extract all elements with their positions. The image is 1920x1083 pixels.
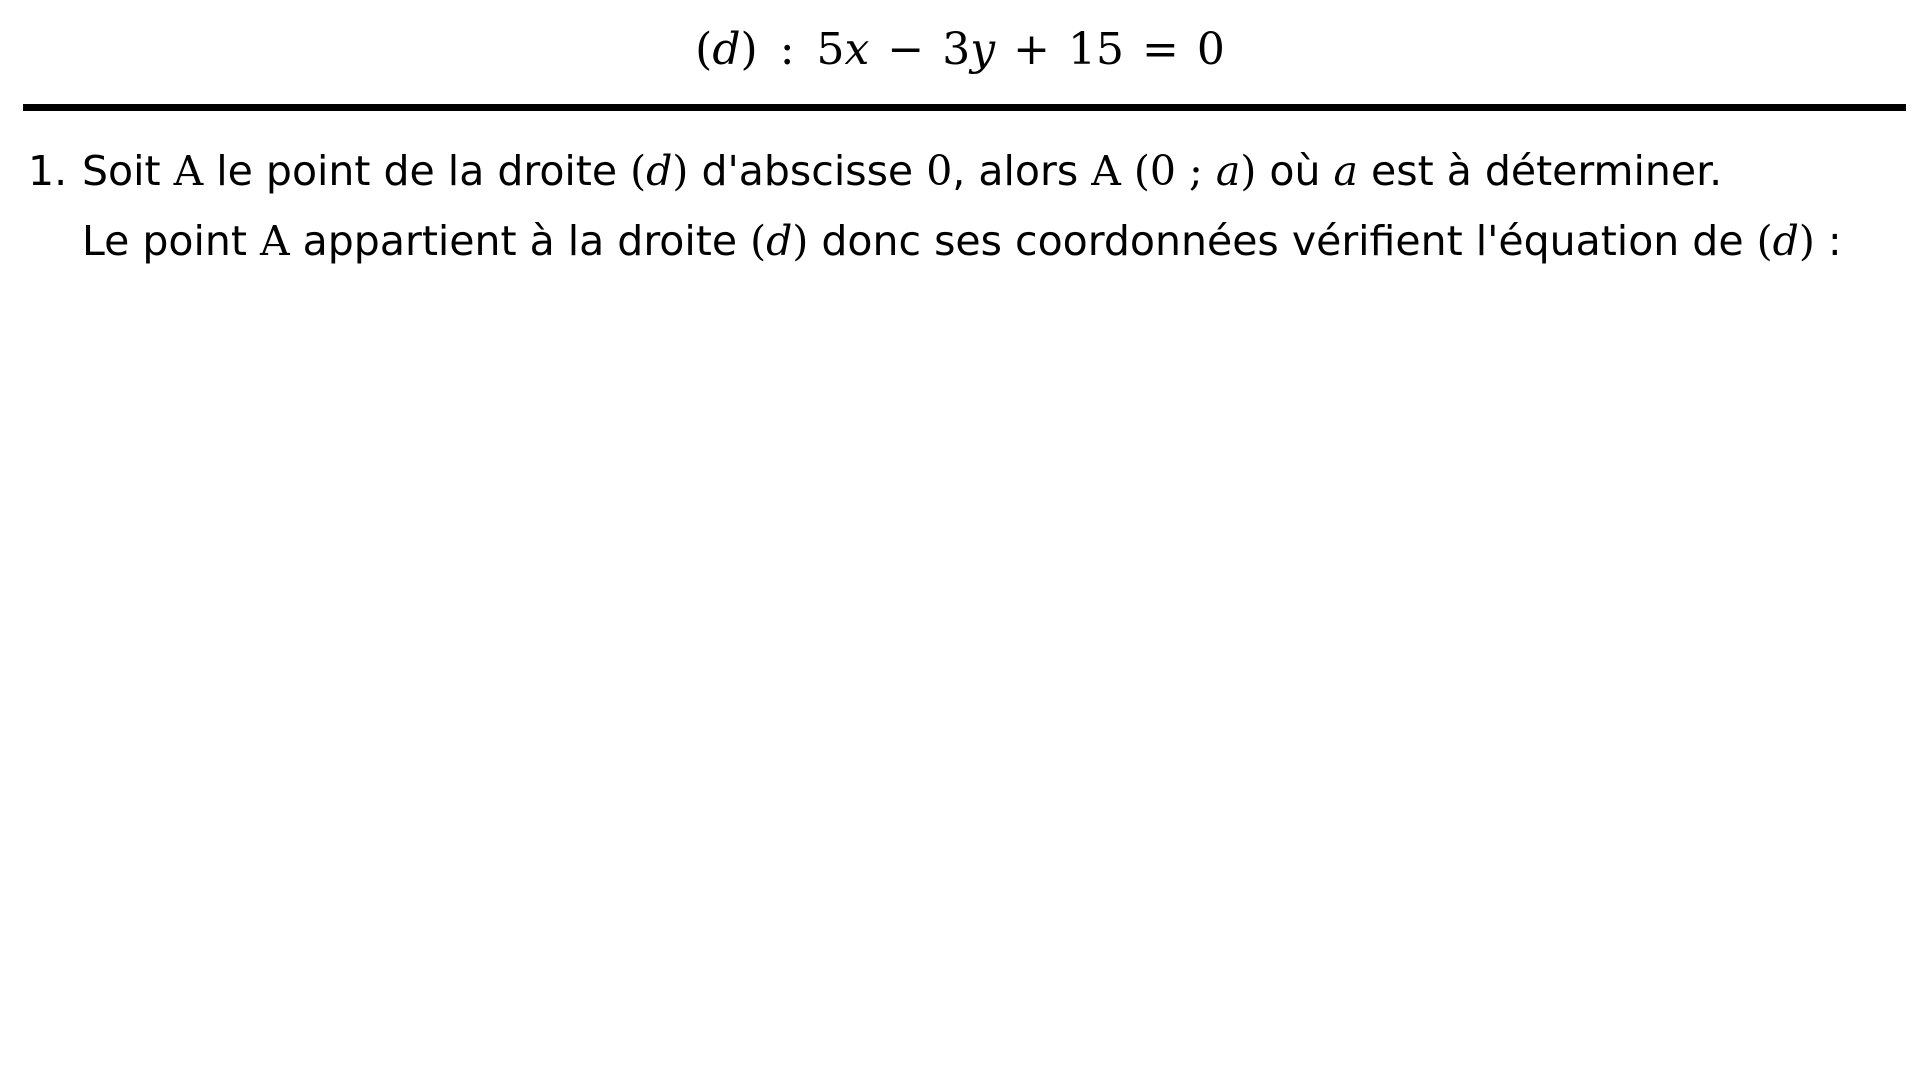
math-d-open: ( xyxy=(630,147,647,195)
math-point-a: A xyxy=(173,147,204,195)
text-alors: , alors xyxy=(952,147,1079,195)
eq-minus: − xyxy=(887,24,925,75)
header-divider xyxy=(23,104,1906,111)
math-coord-open: (0 ; xyxy=(1133,147,1203,195)
math-d-open-2: ( xyxy=(750,217,767,265)
page-header xyxy=(0,0,1920,104)
math-point-a-3: A xyxy=(260,217,290,265)
eq-plus: + xyxy=(1013,24,1050,75)
math-d-3: d xyxy=(1772,217,1799,265)
math-d-close-3: ) xyxy=(1798,217,1815,265)
question-number: 1. xyxy=(28,147,68,195)
line-equation xyxy=(0,20,1920,80)
math-d-open-3: ( xyxy=(1756,217,1773,265)
text-le-point: le point de la droite xyxy=(216,147,618,195)
eq-colon: : xyxy=(779,24,795,75)
eq-constant: 15 xyxy=(1067,24,1124,75)
math-coord-close: ) xyxy=(1240,147,1257,195)
eq-coef-y: 3 xyxy=(942,24,971,75)
text-ou: où xyxy=(1269,147,1321,195)
text-donc: donc ses coordonnées vérifient l'équation de xyxy=(821,217,1744,265)
eq-coef-x: 5 xyxy=(816,24,845,75)
eq-paren-close: ) xyxy=(740,24,758,75)
eq-paren-open: ( xyxy=(695,24,713,75)
math-a: a xyxy=(1333,147,1358,195)
math-zero: 0 xyxy=(926,147,953,195)
eq-var-y: y xyxy=(970,24,996,75)
text-a-determiner: est à déterminer. xyxy=(1371,147,1723,195)
eq-var-x: x xyxy=(844,24,870,75)
math-d-close: ) xyxy=(672,147,689,195)
math-d: d xyxy=(646,147,673,195)
math-a-coord: a xyxy=(1215,147,1241,195)
eq-line-name: d xyxy=(712,24,741,75)
math-point-a-2: A xyxy=(1091,147,1121,195)
text-soit: Soit xyxy=(82,147,161,195)
text-abscisse: d'abscisse xyxy=(701,147,914,195)
question-1-line-2 xyxy=(82,206,1898,276)
exercise-content xyxy=(28,136,1898,276)
math-d-2: d xyxy=(766,217,793,265)
text-appartient: appartient à la droite xyxy=(302,217,738,265)
question-1 xyxy=(28,136,1898,276)
eq-equals: = xyxy=(1141,24,1179,75)
eq-rhs: 0 xyxy=(1196,24,1225,75)
question-1-line-1 xyxy=(82,136,1898,206)
text-colon: : xyxy=(1827,217,1842,265)
text-le-point-2: Le point xyxy=(82,217,247,265)
math-d-close-2: ) xyxy=(792,217,809,265)
